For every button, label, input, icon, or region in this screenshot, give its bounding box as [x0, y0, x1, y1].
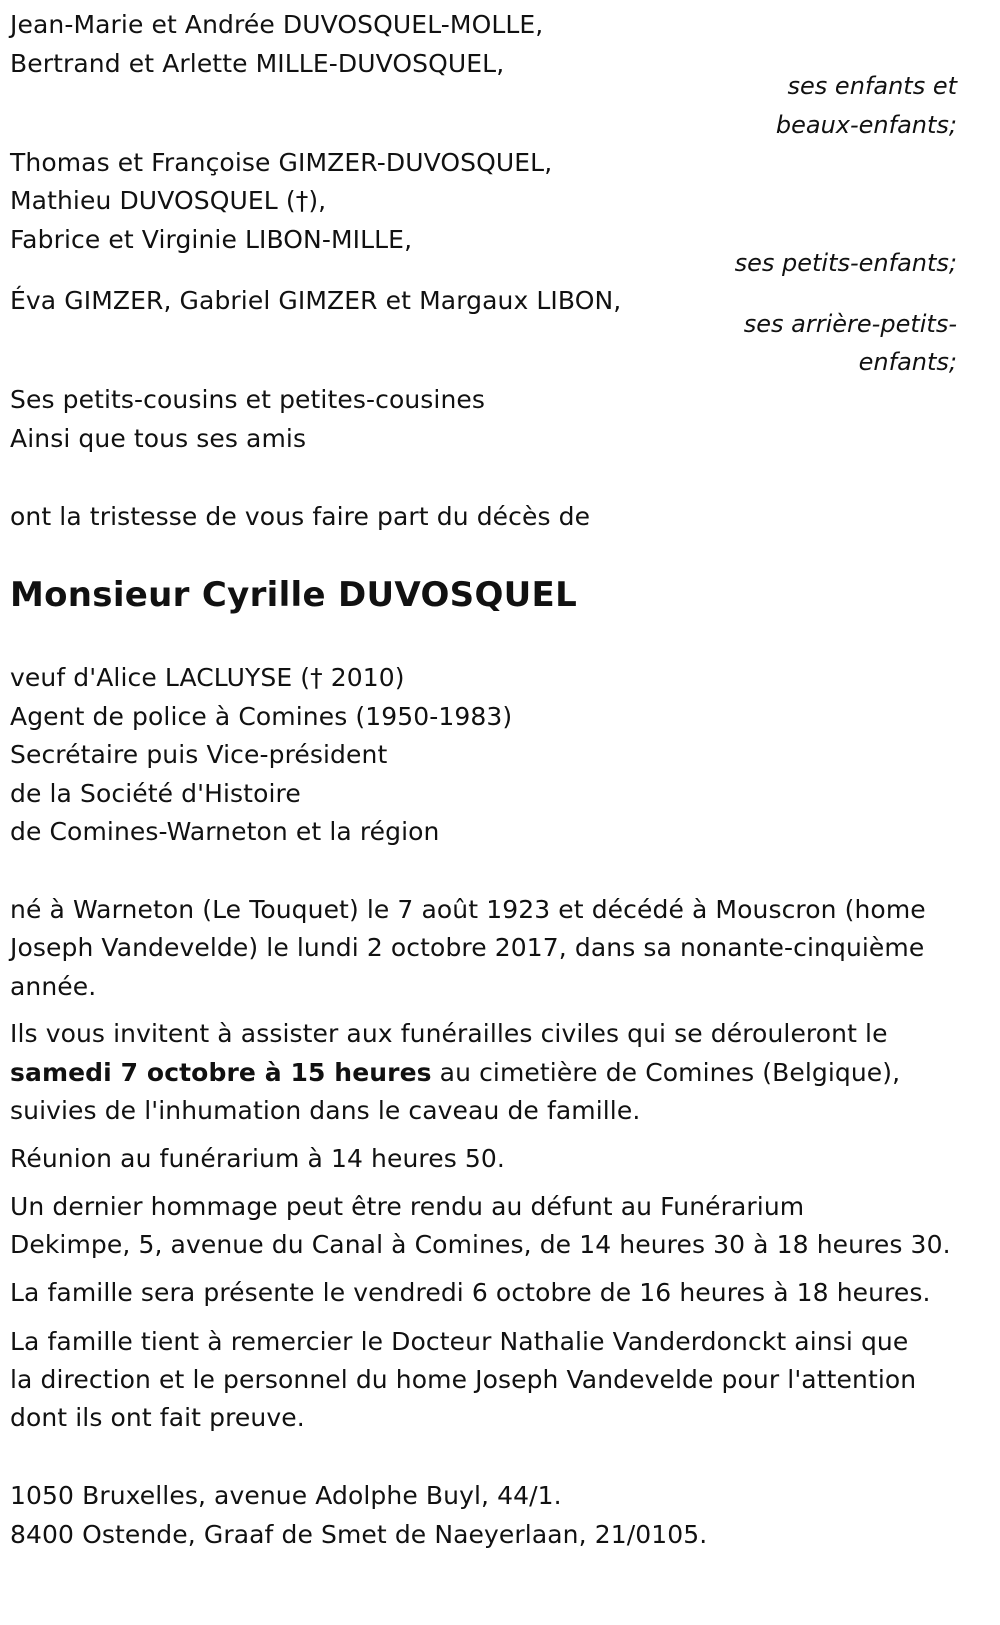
tribute-line-2: Dekimpe, 5, avenue du Canal à Comines, de 14 heures 30 à 18 heures 30. — [10, 1230, 951, 1259]
relation-label-great-grandchildren-1: ses arrière-petits- — [743, 310, 957, 338]
announcement-text: ont la tristesse de vous faire part du décès de — [10, 502, 591, 531]
family-line-children-1: Jean-Marie et Andrée DUVOSQUEL-MOLLE, — [10, 10, 544, 39]
family-line-grandchildren-3: Fabrice et Virginie LIBON-MILLE, — [10, 225, 413, 254]
thanks-line-1: La famille tient à remercier le Docteur Nathalie Vanderdonckt ainsi que — [10, 1327, 909, 1356]
family-line-great-grandchildren: Éva GIMZER, Gabriel GIMZER et Margaux LIBON, — [10, 286, 622, 315]
bio-line-role: Secrétaire puis Vice-président — [10, 740, 388, 769]
relation-label-grandchildren: ses petits-enfants; — [734, 249, 957, 277]
funeral-date-time: samedi 7 octobre à 15 heures — [10, 1058, 432, 1087]
tribute-line-1: Un dernier hommage peut être rendu au défunt au Funérarium — [10, 1192, 805, 1221]
family-line-grandchildren-1: Thomas et Françoise GIMZER-DUVOSQUEL, — [10, 148, 553, 177]
birth-death-line-3: année. — [10, 972, 97, 1001]
relation-label-children-2: beaux-enfants; — [775, 111, 957, 139]
birth-death-line-2: Joseph Vandevelde) le lundi 2 octobre 2017, dans sa nonante-cinquième — [10, 933, 925, 962]
family-presence-text: La famille sera présente le vendredi 6 octobre de 16 heures à 18 heures. — [10, 1278, 931, 1307]
funeral-line-1: Ils vous invitent à assister aux funérailles civiles qui se dérouleront le — [10, 1019, 888, 1048]
family-line-children-2: Bertrand et Arlette MILLE-DUVOSQUEL, — [10, 49, 505, 78]
birth-death-line-1: né à Warneton (Le Touquet) le 7 août 1923 et décédé à Mouscron (home — [10, 895, 926, 924]
meeting-text: Réunion au funérarium à 14 heures 50. — [10, 1144, 505, 1173]
funeral-location: au cimetière de Comines (Belgique), — [431, 1058, 901, 1087]
address-ostend: 8400 Ostende, Graaf de Smet de Naeyerlaan, 21/0105. — [10, 1520, 708, 1549]
bio-line-region: de Comines-Warneton et la région — [10, 817, 440, 846]
family-line-friends: Ainsi que tous ses amis — [10, 424, 307, 453]
bio-line-widower: veuf d'Alice LACLUYSE († 2010) — [10, 663, 405, 692]
address-brussels: 1050 Bruxelles, avenue Adolphe Buyl, 44/1. — [10, 1481, 562, 1510]
funeral-line-3: suivies de l'inhumation dans le caveau de famille. — [10, 1096, 641, 1125]
relation-label-great-grandchildren-2: enfants; — [858, 348, 957, 376]
relation-label-children-1: ses enfants et — [787, 72, 957, 100]
funeral-line-2 — [10, 1054, 900, 1092]
thanks-line-3: dont ils ont fait preuve. — [10, 1403, 305, 1432]
thanks-line-2: la direction et le personnel du home Joseph Vandevelde pour l'attention — [10, 1365, 917, 1394]
bio-line-career: Agent de police à Comines (1950-1983) — [10, 702, 513, 731]
bio-line-society: de la Société d'Histoire — [10, 779, 301, 808]
deceased-name: Monsieur Cyrille DUVOSQUEL — [10, 575, 578, 615]
family-line-grandchildren-2: Mathieu DUVOSQUEL (†), — [10, 186, 327, 215]
family-line-cousins: Ses petits-cousins et petites-cousines — [10, 385, 486, 414]
